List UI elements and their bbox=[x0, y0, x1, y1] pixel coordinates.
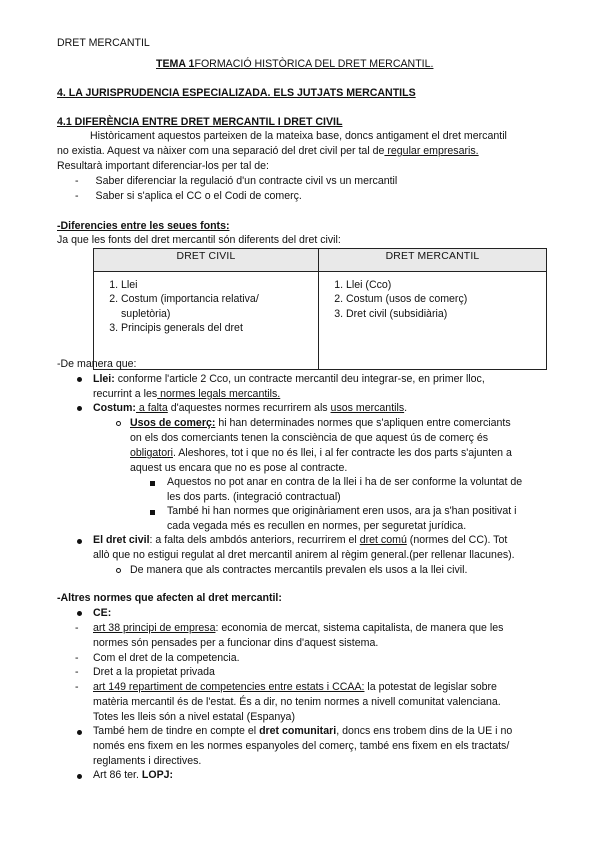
list-item: 3. Dret civil (subsidiària) bbox=[346, 307, 545, 321]
llei-line2 bbox=[93, 387, 280, 402]
art149-line2: matèria mercantil és de l'estat. És a dir, no tenim normes a nivell comunitat valenciana. bbox=[93, 696, 501, 708]
square-bullet-icon bbox=[150, 481, 155, 486]
table-header-mercantil: DRET MERCANTIL bbox=[319, 249, 547, 272]
ue-line3: reglaments i directives. bbox=[93, 755, 202, 767]
section-41-title: 4.1 DIFERÈNCIA ENTRE DRET MERCANTIL I DRET CIVIL bbox=[57, 116, 343, 128]
bullet-icon bbox=[77, 774, 82, 779]
text: la potestat de legislar sobre bbox=[364, 681, 497, 693]
dash-propietat: Dret a la propietat privada bbox=[93, 666, 215, 678]
bullet-icon bbox=[77, 730, 82, 735]
art38-line2: normes són pensades per a funcionar dins d'aquest sistema. bbox=[93, 637, 379, 649]
dash-text: Saber si s'aplica el CC o el Codi de comerç. bbox=[95, 190, 302, 202]
list-item: 2. Costum (usos de comerç) bbox=[346, 292, 545, 306]
ce-label: CE: bbox=[93, 607, 112, 619]
table-header-civil: DRET CIVIL bbox=[94, 249, 319, 272]
paragraph-line: Resultarà important diferenciar-los per tal de: bbox=[57, 160, 269, 172]
costum-line bbox=[93, 401, 407, 416]
list-item: 1. Llei (Cco) bbox=[346, 278, 545, 292]
dash-marker: - bbox=[75, 652, 79, 664]
tema-name: FORMACIÓ HISTÒRICA DEL DRET MERCANTIL. bbox=[194, 58, 434, 70]
text: Art 86 ter. bbox=[93, 769, 142, 781]
text-underlined: dret comú bbox=[359, 534, 407, 546]
paragraph-line bbox=[57, 144, 479, 159]
label-bold: Costum: bbox=[93, 402, 136, 414]
circle-item-2: De manera que als contractes mercantils prevalen els usos a la llei civil. bbox=[130, 564, 468, 576]
usos-line3 bbox=[130, 446, 512, 461]
text-underlined: a falta bbox=[135, 402, 168, 414]
diferencies-heading: -Diferencies entre les seues fonts: bbox=[57, 220, 230, 232]
dash-marker: - bbox=[75, 666, 79, 678]
art86-line bbox=[93, 768, 173, 783]
usos-line1 bbox=[130, 416, 511, 431]
art149-line3: Totes les lleis són a nivel estatal (Espanya) bbox=[93, 711, 295, 723]
table-cell-mercantil bbox=[319, 272, 547, 370]
text: : economia de mercat, sistema capitalista, de manera que les bbox=[215, 622, 504, 634]
text-underlined: usos mercantils bbox=[330, 402, 405, 414]
circle-bullet-icon bbox=[116, 421, 121, 426]
usos-line2: on els dos comerciants tenen la consciència de que aquest ús de comerç és bbox=[130, 432, 489, 444]
tema-label: TEMA 1 bbox=[156, 58, 195, 70]
dretcivil-line2: allò que no estigui regulat al dret mercantil anirem al règim general.(per rellenar llacunes). bbox=[93, 549, 515, 561]
bullet-icon bbox=[77, 539, 82, 544]
text: , doncs ens trobem dins de la UE i no bbox=[336, 725, 513, 737]
circle-bullet-icon bbox=[116, 568, 121, 573]
text: recurrint a les bbox=[93, 388, 158, 400]
label-bold: Usos de comerç: bbox=[130, 417, 216, 429]
square-item-1-line1: Aquestos no pot anar en contra de la llei i ha de ser conforme la voluntat de bbox=[167, 476, 523, 488]
sources-table bbox=[93, 248, 547, 370]
dash-marker: - bbox=[75, 175, 79, 187]
text: : a falta dels ambdós anteriors, recurrirem el bbox=[149, 534, 360, 546]
paragraph-line: Històricament aquestos parteixen de la mateixa base, doncs antigament el dret mercantil bbox=[90, 130, 507, 142]
text: d'aquestes normes recurrirem als bbox=[167, 402, 331, 414]
square-item-2-line1: També hi han normes que originàriament eren usos, ara ja s'han positivat i bbox=[167, 505, 517, 517]
dash-marker: - bbox=[75, 190, 79, 202]
tema-title bbox=[156, 57, 433, 72]
art149-line1 bbox=[93, 680, 497, 695]
text-underlined: regular empresaris. bbox=[384, 145, 479, 157]
bullet-icon bbox=[77, 406, 82, 411]
bullet-icon bbox=[77, 611, 82, 616]
bullet-icon bbox=[77, 377, 82, 382]
ue-line1 bbox=[93, 724, 512, 739]
text: no existia. Aquest va nàixer com una separació del dret civil per tal de bbox=[57, 145, 385, 157]
text: (normes del CC). Tot bbox=[406, 534, 508, 546]
dash-marker: - bbox=[75, 681, 79, 693]
text: També hem de tindre en compte el bbox=[93, 725, 260, 737]
llei-line1 bbox=[93, 372, 485, 387]
dash-item bbox=[75, 189, 302, 204]
text-bold: LOPJ: bbox=[141, 769, 174, 781]
text-underlined: normes legals mercantils. bbox=[157, 388, 281, 400]
altres-heading: -Altres normes que afecten al dret mercantil: bbox=[57, 592, 282, 604]
label-bold: Llei: bbox=[93, 373, 115, 385]
text: . bbox=[404, 402, 408, 414]
list-item: 1. Llei bbox=[121, 278, 317, 292]
ue-line2: només ens fixem en les normes espanyoles del comerç, també ens fixem en els tractats/ bbox=[93, 740, 510, 752]
diferencies-intro: Ja que les fonts del dret mercantil són diferents del dret civil: bbox=[57, 234, 341, 246]
dash-competencia: Com el dret de la competencia. bbox=[93, 652, 240, 664]
manera-intro: -De manera que: bbox=[57, 358, 137, 370]
doc-header: DRET MERCANTIL bbox=[57, 37, 150, 49]
list-item: 3. Principis generals del dret bbox=[121, 321, 317, 335]
text: conforme l'article 2 Cco, un contracte mercantil deu integrar-se, en primer lloc, bbox=[114, 373, 485, 385]
dash-marker: - bbox=[75, 622, 79, 634]
text-underlined: obligatori bbox=[130, 447, 173, 459]
square-bullet-icon bbox=[150, 510, 155, 515]
text-underlined: art 149 repartiment de competencies entre estats i CCAA: bbox=[93, 681, 365, 693]
text-underlined: art 38 principi de empresa bbox=[93, 622, 216, 634]
section-4-title: 4. LA JURISPRUDENCIA ESPECIALIZADA. ELS JUTJATS MERCANTILS bbox=[57, 87, 416, 99]
usos-line4: aquest us encara que no es pose al contracte. bbox=[130, 462, 348, 474]
text: hi han determinades normes que s'apliquen entre comerciants bbox=[215, 417, 511, 429]
square-item-1-line2: les dos parts. (integració contractual) bbox=[167, 491, 341, 503]
dash-item bbox=[75, 174, 397, 189]
label-bold: El dret civil bbox=[93, 534, 150, 546]
text: . Aleshores, tot i que no és llei, i al fer contracte les dos parts s'ajunten a bbox=[173, 447, 512, 459]
square-item-2-line2: cada vegada més es recullen en normes, per seguretat jurídica. bbox=[167, 520, 467, 532]
art38-line1 bbox=[93, 621, 503, 636]
text-bold: dret comunitari bbox=[259, 725, 337, 737]
dretcivil-line1 bbox=[93, 533, 507, 548]
dash-text: Saber diferenciar la regulació d'un contracte civil vs un mercantil bbox=[95, 175, 398, 187]
table-cell-civil bbox=[94, 272, 319, 370]
list-item: 2. Costum (importancia relativa/ supletòria) bbox=[121, 292, 317, 321]
